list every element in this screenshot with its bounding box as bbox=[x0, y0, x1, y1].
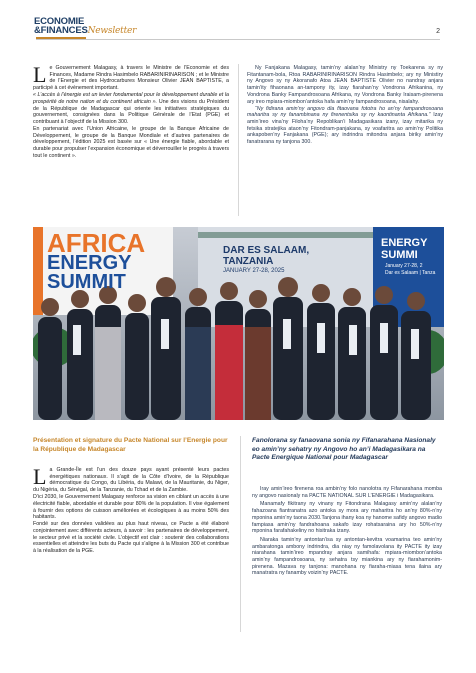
page-number: 2 bbox=[436, 28, 440, 35]
banner-energy: ENERGY bbox=[47, 252, 132, 274]
pacte-section-title: Présentation et signature du Pacte National sur l’Energie pour la République de Madagascar bbox=[33, 437, 228, 453]
quote-text: « L’accès à l’énergie est un levier fondamental pour le développement durable et la prospérité de notre nation et du continent africain ». bbox=[33, 92, 229, 105]
column-divider-2 bbox=[240, 436, 241, 632]
banner-summit: SUMMIT bbox=[47, 271, 126, 293]
intro-paragraph-2 bbox=[33, 92, 229, 126]
venue-country: TANZANIA bbox=[223, 256, 274, 267]
intro-mg-paragraph-2 bbox=[247, 106, 443, 146]
intro-french-column bbox=[33, 62, 230, 160]
pacte-paragraph-1 bbox=[33, 464, 229, 494]
vision-mg-text: Izay amin’ireo vina’ny Filoha’ny Repoblikan’i Madagasikara izany, izay mitarika ny fetsika stratejika ataon’ny Fitondram-panjakana, sy voafaritra ao amin’ny Politika ankapoben’ny Fanjakana (PGE); ary indrindra mitondra anjara biriky amin’ny fanatrarana ny tanjona 300. bbox=[247, 112, 444, 146]
intro-malagasy-column bbox=[247, 65, 443, 146]
intro-mg-paragraph-1: Ny Fanjakana Malagasy, tamin’ny alalan’ny Ministry ny Toekarena sy ny Fitantanam-bola, Rtoa RABARINIRINARISON Rindra Hasimbelo; ary ny Ministiry ny Angovo sy ny Akoranafo Atoa JEAN BAPTISTE Olivier no nandray anjara tamin’ity fihaonana an-tampony ity, izay fiarahan’ny Vondrona Afrikanina, ny Vondrona Banky Fampandrosoana Afrikana, ny Vondrona Banky Iraisam-pirenena ary ireo mpiara-miombon’antoka hafa amin’ny fampandrosoana, nisalahy. bbox=[247, 65, 443, 105]
quote-mg-text: “Ny fidirana amin’ny angovo dia fitaovana fototra ho an’ny fampandrosoana maharitra sy ny fanambinana ny firenentsika sy ny kaontinanta Afrikana.” bbox=[247, 105, 443, 119]
right-banner-dates: January 27-28, 2 bbox=[385, 263, 423, 269]
pacte-mg-paragraph-2: Manamafy fikitrany ny vinany ny Fitondrana Malagasy amin’ny alalan’ny fahazoana fiantranatra azo antoka sy mora ary maharitra ho an’ny 80%-n’ny mponina amin’ny taona 2030.Tanjona ihany koa ny hanome safidy angovo madio fampiasa amin’ny fandrahoana sakafo izay rohatsaraina ary ho 50%-n’ny mponina farafahakeliny no hisitraka izany. bbox=[252, 501, 442, 535]
right-banner-energy: ENERGY bbox=[381, 237, 428, 249]
newsletter-logo bbox=[34, 17, 136, 36]
page-header bbox=[0, 0, 476, 40]
intro-paragraph-1 bbox=[33, 62, 229, 92]
column-divider bbox=[238, 64, 239, 216]
pacte-mg-paragraph-1: Iray amin’ireo firenena roa ambin’ny folo nanolotra ny Fifanarahana momba ny angovo nasionaly na PACTE NATIONAL SUR L’ENERGIE i Madagasikara. bbox=[252, 486, 442, 499]
pacte-malagasy-column bbox=[252, 486, 442, 577]
pacte-french-column bbox=[33, 464, 229, 555]
pacte-text-1: a Grande-Île est l’un des douze pays ayant présenté leurs pactes énergétiques nationaux. Il s’agit de la Côte d’Ivoire, de la République démocratique du Congo, du Libéria, du Malawi, de la Mauritanie, du Niger, du Nigéria, du Sénégal, de la Tanzanie, du Tchad et de la Zambie. bbox=[33, 467, 229, 494]
drop-cap: L bbox=[33, 62, 47, 87]
banner-africa: AFRICA bbox=[47, 228, 146, 258]
logo-newsletter: Newsletter bbox=[87, 26, 137, 36]
vision-text: Une des visions du Président de la République de Madagascar qui oriente les initiatives stratégiques du gouvernement, consignées dans la Politique Générale de l’Etat (PGE) et contribuant à l’objectif de la Mission 300. bbox=[33, 98, 230, 125]
summit-group-photo bbox=[33, 227, 444, 420]
pacte-paragraph-3: Fondé sur des données validées au plus haut niveau, ce Pacte a été élaboré conjointement avec différents acteurs, à savoir : les partenaires de développement, le secteur privé et la société civile. L’objectif est clair : soutenir des collaborations essentielles et atteindre les buts du Pacte qui s’aligne à la Mission 300 et contribue à la réalisation de la PGE. bbox=[33, 521, 229, 555]
right-banner-place: Dar es Salaam | Tanza bbox=[385, 270, 436, 276]
pacte-mg-section-title: Fanolorana sy fanaovana sonia ny Fifanarahana Nasionaly eo amin’ny sehatry ny Angovo ho an’i Madagasikara na Pacte Energique National pour Madagascar bbox=[252, 437, 436, 461]
logo-line2 bbox=[34, 26, 136, 36]
logo-finances: &FINANCES bbox=[34, 25, 88, 36]
pacte-paragraph-2: D’ici 2030, le Gouvernement Malagasy renforce sa vision en ciblant un accès à une électricité fiable, abordable et durable pour 80% de la population. Il vise également à fournir des options de cuisson améliorées et écologiques à au moins 50% des habitants. bbox=[33, 494, 229, 521]
intro-paragraph-3: En partenariat avec l’Union Africaine, le groupe de la Banque Africaine de Développement, le groupe de la Banque Mondiale et d’autres partenaires de développement, l’édition 2025 est basée sur « Une énergie fiable, abordable et durable pour propulser l’expansion économique et déverrouiller le progrès à travers tout le continent ». bbox=[33, 125, 229, 159]
logo-line1: ECONOMIE bbox=[34, 16, 85, 27]
venue-city: DAR ES SALAAM, bbox=[223, 245, 310, 256]
drop-cap-2: L bbox=[33, 464, 47, 489]
venue-dates: JANUARY 27-28, 2025 bbox=[223, 268, 285, 274]
intro-text: e Gouvernement Malagasy, à travers le Ministre de l’Economie et des Finances, Madame Rindra Hasimbelo RABARINIRINARISON ; et le Ministre de l’Energie et des Hydrocarbures Monsieur Olivier JEAN BAPTISTE, a participé à cet évènement important. bbox=[33, 65, 229, 92]
right-banner-summit: SUMMI bbox=[381, 249, 418, 261]
header-divider bbox=[36, 39, 440, 40]
pacte-mg-paragraph-3: Niaraka tamin’ny antontan’isa sy antontan-kevitra voamarina teo amin’ny ambaratonga ambony indrindra, dia niay ny famolavolana ity PACTE ity izay niarahana tamin’ireo mpandray anjara samihafa: mpiara-miombon’antoka amin’ny fampandrosoana, ny sehatra tsy miankina ary ny fiarahamonim-pirenena. Mazava ny tanjona: manohana ny fiaraha-miasa tena ilaina ary manatratra ny fanamby voizin’ny PACTE. bbox=[252, 536, 442, 577]
